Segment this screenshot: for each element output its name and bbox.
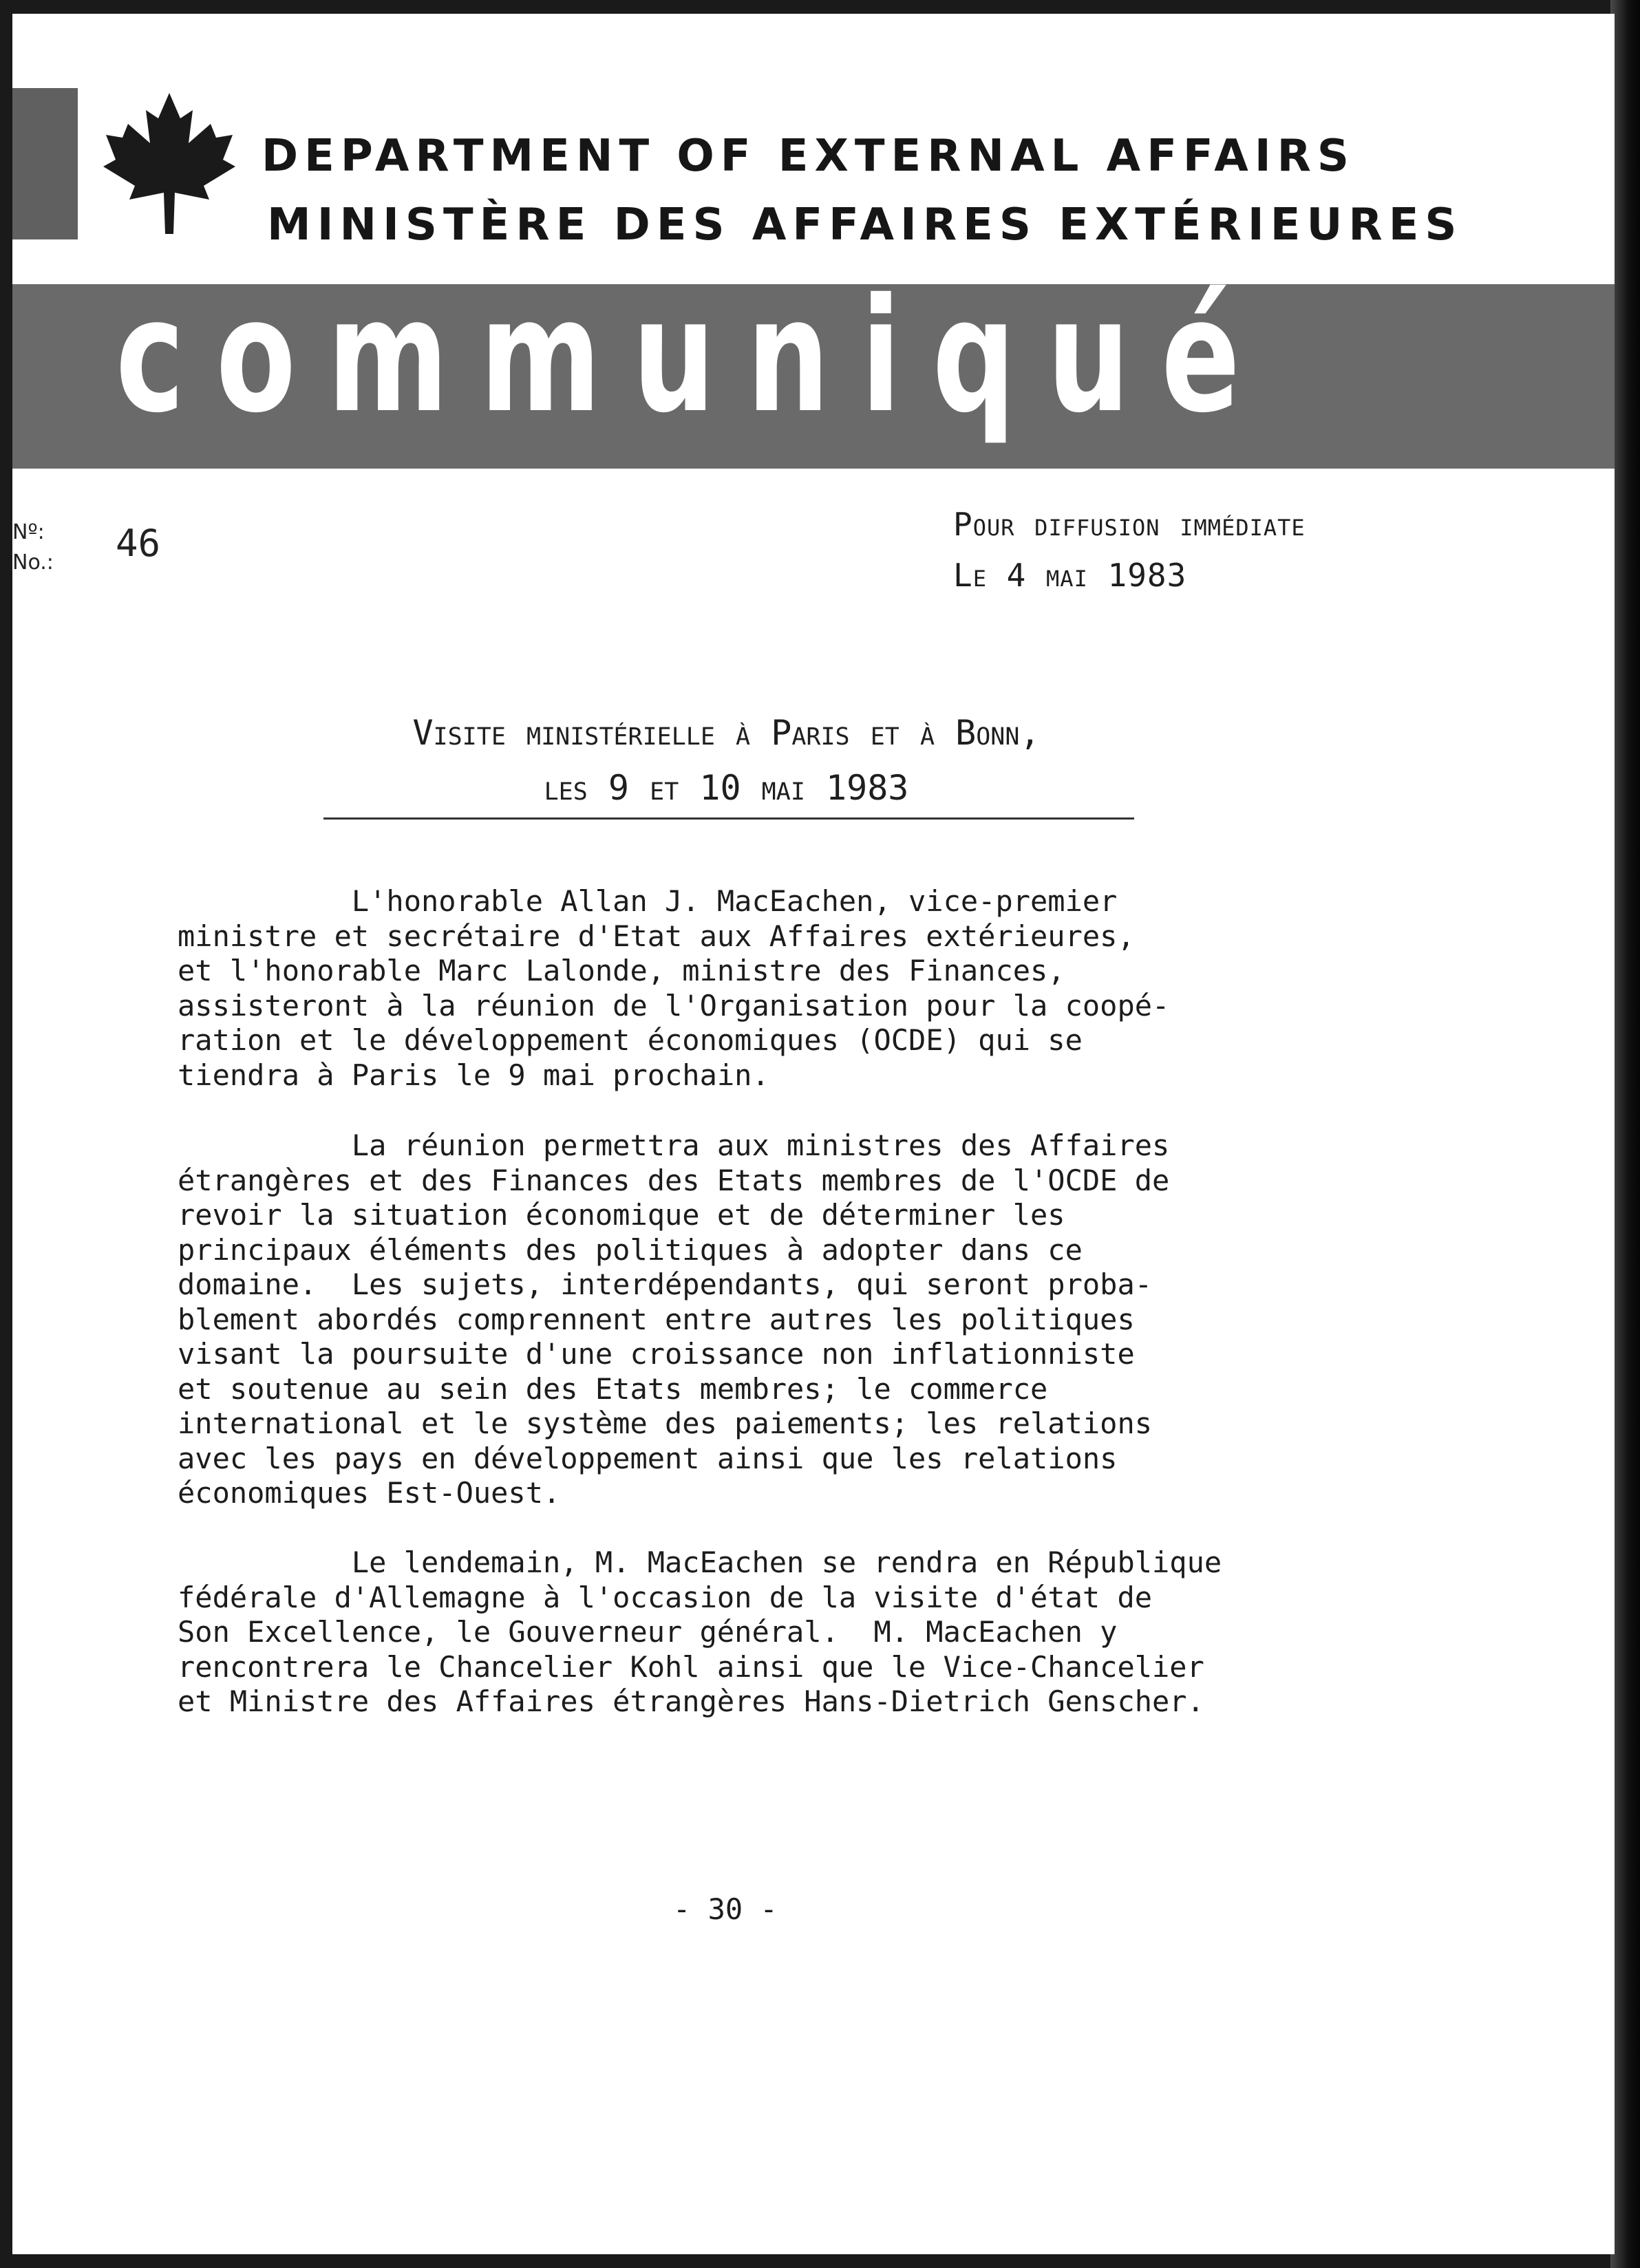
communique-title bbox=[308, 705, 1144, 815]
page-edge-shadow bbox=[1610, 0, 1640, 2268]
title-underline bbox=[323, 817, 1134, 820]
number-label bbox=[12, 517, 54, 578]
communique-page bbox=[12, 14, 1615, 2254]
body-paragraph-3: Le lendemain, M. MacEachen se rendra en République fédérale d'Allemagne à l'occasion de la visite d'état de Son Excellence, le Gouverneur général. M. MacEachen y rencontrera le Chancelier Kohl ainsi que le Vice-Chancelier et Ministre des Affaires étrangères Hans-Dietrich Genscher. bbox=[178, 1545, 1222, 1718]
title-line-1: Visite ministérielle à Paris et à Bonn, bbox=[412, 713, 1041, 753]
title-line-2: les 9 et 10 mai 1983 bbox=[544, 768, 909, 808]
header-left-tab bbox=[12, 88, 78, 239]
communique-banner-title: communiqué bbox=[116, 264, 1272, 447]
body-paragraph-1: L'honorable Allan J. MacEachen, vice-premier ministre et secrétaire d'Etat aux Affaires extérieures, et l'honorable Marc Lalonde, ministre des Finances, assisteront à la réunion de l'Organisation pour la coopé- ration et le développement économiques (OCDE) qui se tiendra à Paris le 9 mai prochain. bbox=[178, 884, 1170, 1092]
number-label-english: No.: bbox=[12, 550, 54, 575]
department-name-french: MINISTÈRE DES AFFAIRES EXTÉRIEURES bbox=[267, 200, 1463, 250]
communique-number: 46 bbox=[116, 522, 161, 565]
page-number: - 30 - bbox=[673, 1892, 778, 1926]
release-date: Le 4 mai 1983 bbox=[953, 557, 1187, 594]
release-status: Pour diffusion immédiate bbox=[953, 506, 1306, 543]
maple-leaf-icon bbox=[100, 89, 238, 234]
body-paragraph-2: La réunion permettra aux ministres des Affaires étrangères et des Finances des Etats membres de l'OCDE de revoir la situation économique et de déterminer les principaux éléments des politiques à adopter dans ce domaine. Les sujets, interdépendants, qui seront proba- blement abordés comprennent entre autres les politiques visant la poursuite d'une croissance non inflationniste et soutenue au sein des Etats membres; le commerce international et le système des paiements; les relations avec les pays en développement ainsi que les relations économiques Est-Ouest. bbox=[178, 1128, 1170, 1510]
number-label-french: Nº: bbox=[12, 520, 45, 544]
department-name-english: DEPARTMENT OF EXTERNAL AFFAIRS bbox=[262, 131, 1355, 182]
release-info bbox=[953, 499, 1306, 601]
